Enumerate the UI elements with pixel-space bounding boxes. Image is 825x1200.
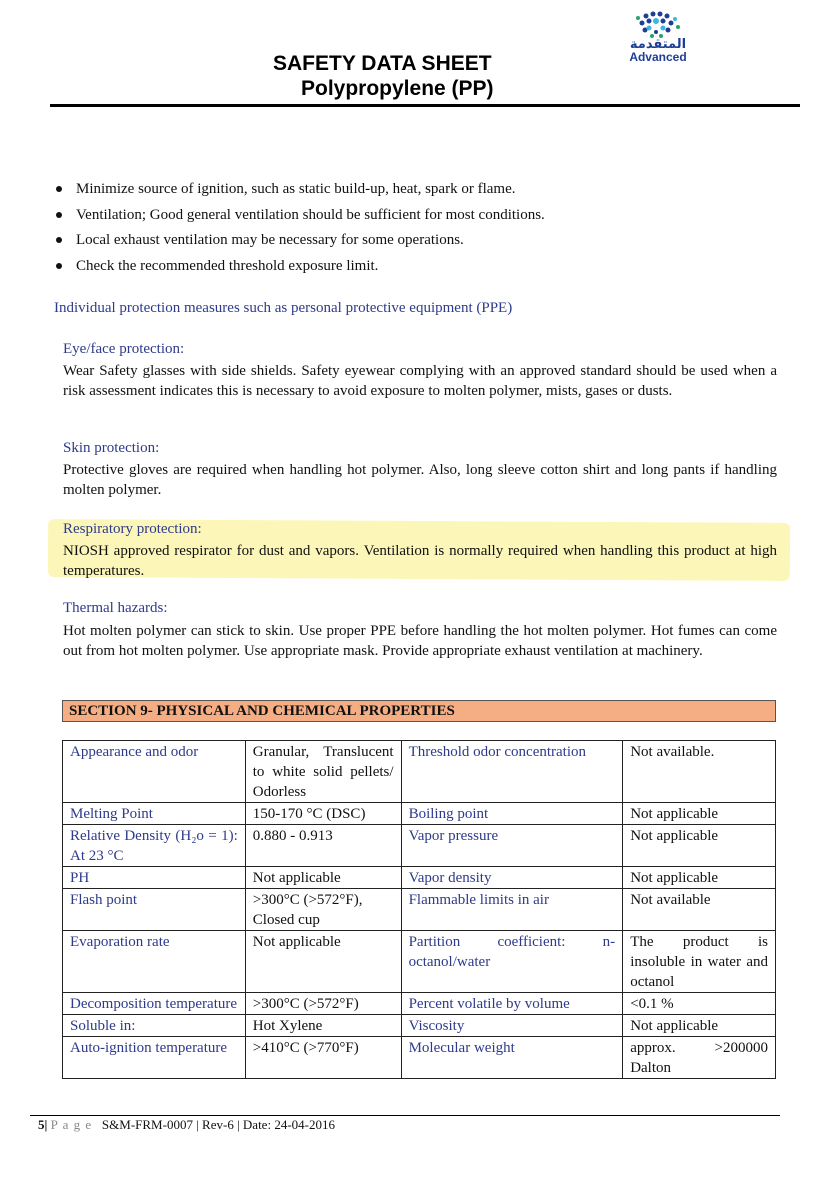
- bullet-icon: [56, 186, 62, 192]
- document-info: S&M-FRM-0007 | Rev-6 | Date: 24-04-2016: [101, 1117, 335, 1132]
- respiratory-protection-text: NIOSH approved respirator for dust and vapors. Ventilation is normally required when handling this product at high temperatures.: [63, 543, 777, 579]
- list-item: Minimize source of ignition, such as static build-up, heat, spark or flame.: [54, 178, 545, 204]
- properties-table: [62, 740, 776, 1079]
- property-value: >300°C (>572°F), Closed cup: [245, 889, 401, 931]
- property-label: Relative Density (H₂o = 1): At 23 °C: [63, 825, 246, 867]
- property-label: Auto-ignition temperature: [63, 1037, 246, 1079]
- document-subtitle: Polypropylene (PP): [301, 77, 494, 100]
- table-row: [63, 867, 776, 889]
- property-value: Not applicable: [245, 867, 401, 889]
- property-value: Not applicable: [623, 803, 776, 825]
- bullet-icon: [56, 212, 62, 218]
- logo-english-text: Advanced: [629, 50, 687, 64]
- property-value: Not applicable: [245, 931, 401, 993]
- property-label: Evaporation rate: [63, 931, 246, 993]
- property-value: approx. >200000 Dalton: [623, 1037, 776, 1079]
- property-value: Not available: [623, 889, 776, 931]
- property-label: Boiling point: [401, 803, 623, 825]
- footer-rule: [30, 1115, 780, 1116]
- property-label: Vapor pressure: [401, 825, 623, 867]
- property-value: Hot Xylene: [245, 1015, 401, 1037]
- property-label: Melting Point: [63, 803, 246, 825]
- property-label: Soluble in:: [63, 1015, 246, 1037]
- property-value: 150-170 °C (DSC): [245, 803, 401, 825]
- table-row: [63, 931, 776, 993]
- respiratory-protection-heading: Respiratory protection:: [63, 521, 202, 537]
- property-value: Not applicable: [623, 1015, 776, 1037]
- skin-protection-text: Protective gloves are required when handling hot polymer. Also, long sleeve cotton shirt and long pants if handling molten polymer.: [63, 462, 777, 498]
- bullet-icon: [56, 263, 62, 269]
- property-label: PH: [63, 867, 246, 889]
- list-item: Local exhaust ventilation may be necessary for some operations.: [54, 229, 545, 255]
- property-value: Not available.: [623, 741, 776, 803]
- table-row: [63, 993, 776, 1015]
- ppe-heading: Individual protection measures such as personal protective equipment (PPE): [54, 300, 513, 316]
- property-value: The product is insoluble in water and octanol: [623, 931, 776, 993]
- precautions-list: [54, 178, 545, 280]
- eye-protection-heading: Eye/face protection:: [63, 341, 185, 357]
- page-number: 5: [38, 1117, 45, 1132]
- header-rule: [50, 104, 800, 107]
- skin-protection-heading: Skin protection:: [63, 440, 160, 456]
- property-label: Appearance and odor: [63, 741, 246, 803]
- table-row: [63, 741, 776, 803]
- property-label: Flammable limits in air: [401, 889, 623, 931]
- property-value: Granular, Translucent to white solid pellets/ Odorless: [245, 741, 401, 803]
- document-title: SAFETY DATA SHEET: [273, 52, 492, 75]
- logo-arabic-text: المتقدمة: [629, 37, 687, 52]
- eye-protection-text: Wear Safety glasses with side shields. Safety eyewear complying with an approved standard should be used when a risk assessment indicates this is necessary to avoid exposure to molten polymer, mists, gases or dusts.: [63, 363, 777, 399]
- property-value: 0.880 - 0.913: [245, 825, 401, 867]
- property-value: >300°C (>572°F): [245, 993, 401, 1015]
- thermal-hazards-heading: Thermal hazards:: [63, 600, 168, 616]
- page-label: P a g e: [50, 1117, 93, 1132]
- property-label: Threshold odor concentration: [401, 741, 623, 803]
- table-row: [63, 825, 776, 867]
- table-row: [63, 1015, 776, 1037]
- property-label: Decomposition temperature: [63, 993, 246, 1015]
- property-label: Flash point: [63, 889, 246, 931]
- property-label: Viscosity: [401, 1015, 623, 1037]
- property-value: >410°C (>770°F): [245, 1037, 401, 1079]
- property-value: <0.1 %: [623, 993, 776, 1015]
- list-item: Ventilation; Good general ventilation should be sufficient for most conditions.: [54, 204, 545, 230]
- table-row: [63, 803, 776, 825]
- property-value: Not applicable: [623, 867, 776, 889]
- property-label: Partition coefficient: n-octanol/water: [401, 931, 623, 993]
- bullet-icon: [56, 237, 62, 243]
- page-footer: 5| P a g e S&M-FRM-0007 | Rev-6 | Date: 24-04-2016: [38, 1117, 335, 1132]
- property-value: Not applicable: [623, 825, 776, 867]
- property-label: Vapor density: [401, 867, 623, 889]
- section-9-title: SECTION 9- PHYSICAL AND CHEMICAL PROPERTIES: [62, 700, 776, 722]
- thermal-hazards-text: Hot molten polymer can stick to skin. Use proper PPE before handling the hot molten polymer. Hot fumes can come out from hot molten polymer. Use appropriate mask. Provide appropriate exhaust ventilation at machinery.: [63, 623, 777, 659]
- table-row: [63, 889, 776, 931]
- table-row: [63, 1037, 776, 1079]
- property-label: Percent volatile by volume: [401, 993, 623, 1015]
- property-label: Molecular weight: [401, 1037, 623, 1079]
- list-item: Check the recommended threshold exposure limit.: [54, 255, 545, 281]
